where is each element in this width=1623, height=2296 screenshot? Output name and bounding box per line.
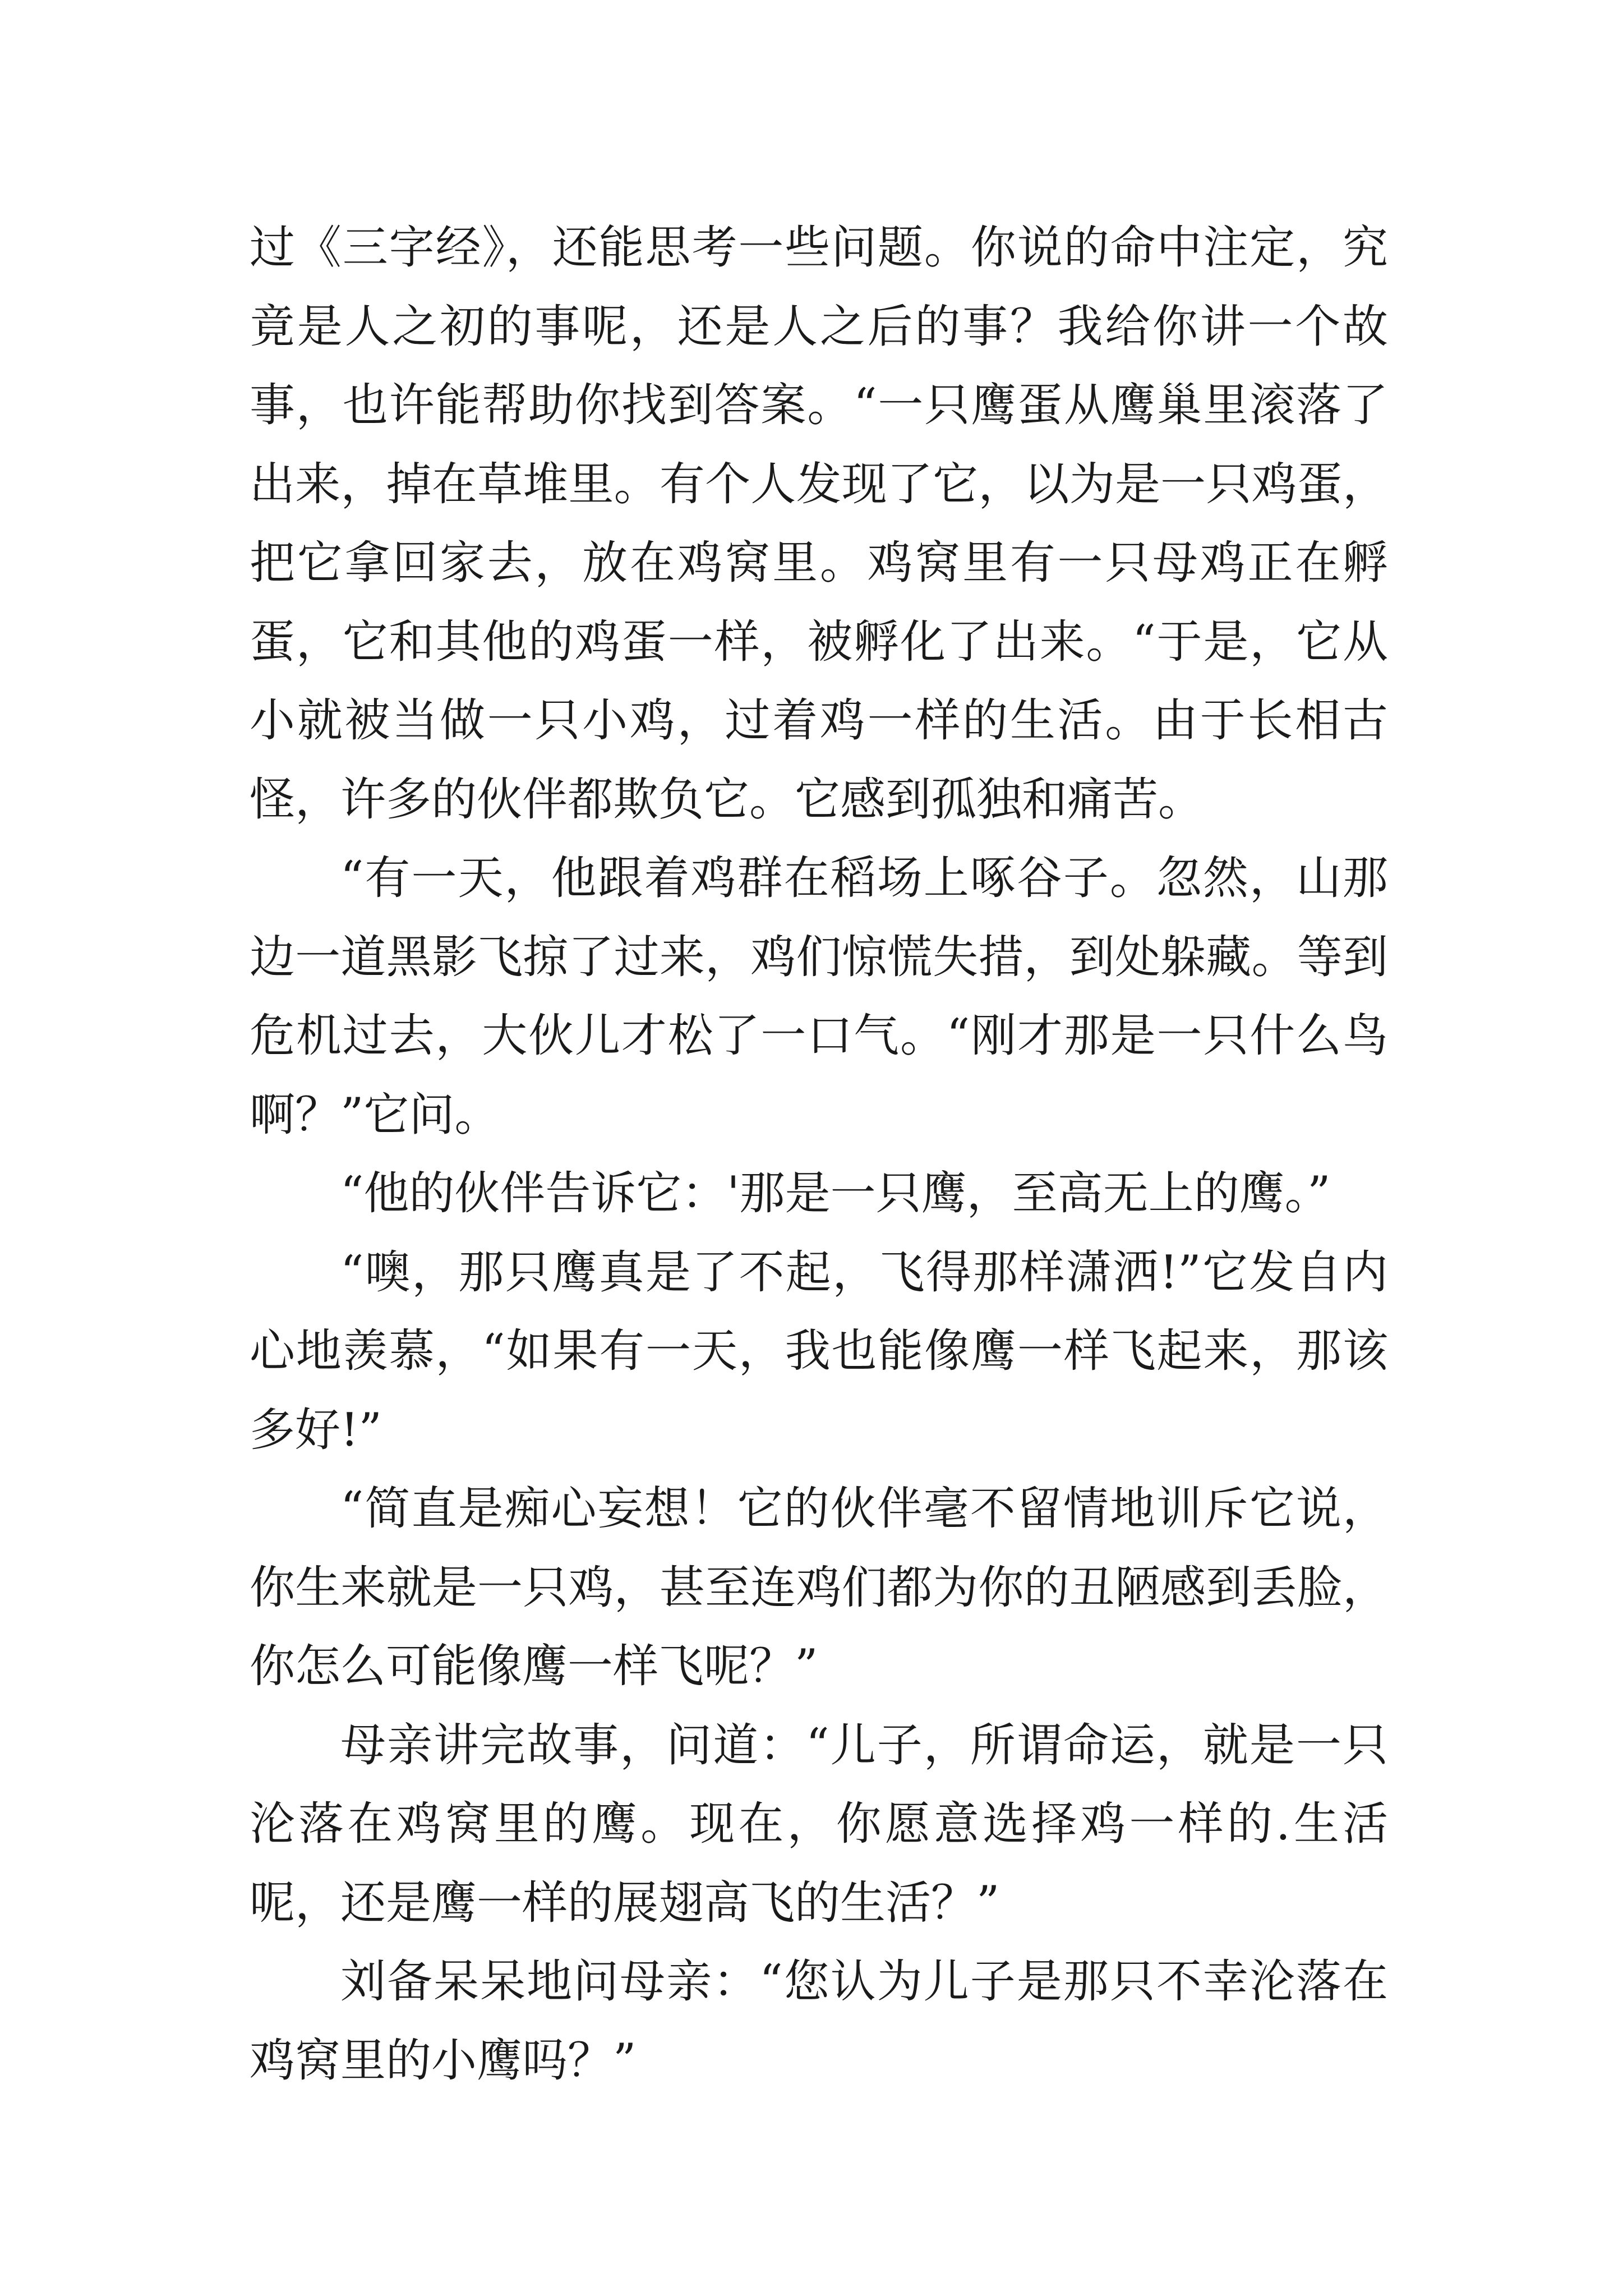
- paragraph-4: “噢，那只鹰真是了不起，飞得那样潇洒!”它发自内心地羡慕，“如果有一天，我也能像鹰一样飞起来，那该多好!”: [250, 1246, 1388, 1457]
- paragraph-2: “有一天，他跟着鸡群在稻场上啄谷子。忽然，山那边一道黑影飞掠了过来，鸡们惊慌失措，到处躲藏。等到危机过去，大伙儿才松了一口气。“刚才那是一只什么鸟啊？”它问。: [250, 852, 1388, 1142]
- paragraph-6: 母亲讲完故事，问道：“儿子，所谓命运，就是一只沦落在鸡窝里的鹰。现在，你愿意选择鸡一样的.生活呢，还是鹰一样的展翅高飞的生活？”: [250, 1719, 1388, 1930]
- paragraph-3: “他的伙伴告诉它：'那是一只鹰，至高无上的鹰。”: [340, 1167, 1331, 1220]
- paragraph-7: 刘备呆呆地问母亲：“您认为儿子是那只不幸沦落在鸡窝里的小鹰吗？”: [250, 1955, 1388, 2087]
- document-body: [250, 209, 1388, 2100]
- paragraph-1: 过《三字经》，还能思考一些问题。你说的命中注定，究竟是人之初的事呢，还是人之后的事？我给你讲一个故事，也许能帮助你找到答案。“一只鹰蛋从鹰巢里滚落了出来，掉在草堆里。有个人发现了它，以为是一只鸡蛋，把它拿回家去，放在鸡窝里。鸡窝里有一只母鸡正在孵蛋，它和其他的鸡蛋一样，被孵化了出来。“于是，它从小就被当做一只小鸡，过着鸡一样的生活。由于长相古怪，许多的伙伴都欺负它。它感到孤独和痛苦。: [250, 222, 1388, 826]
- paragraph-5: “简直是痴心妄想！它的伙伴毫不留情地训斥它说，你生来就是一只鸡，甚至连鸡们都为你的丑陋感到丢脸，你怎么可能像鹰一样飞呢？”: [250, 1483, 1388, 1693]
